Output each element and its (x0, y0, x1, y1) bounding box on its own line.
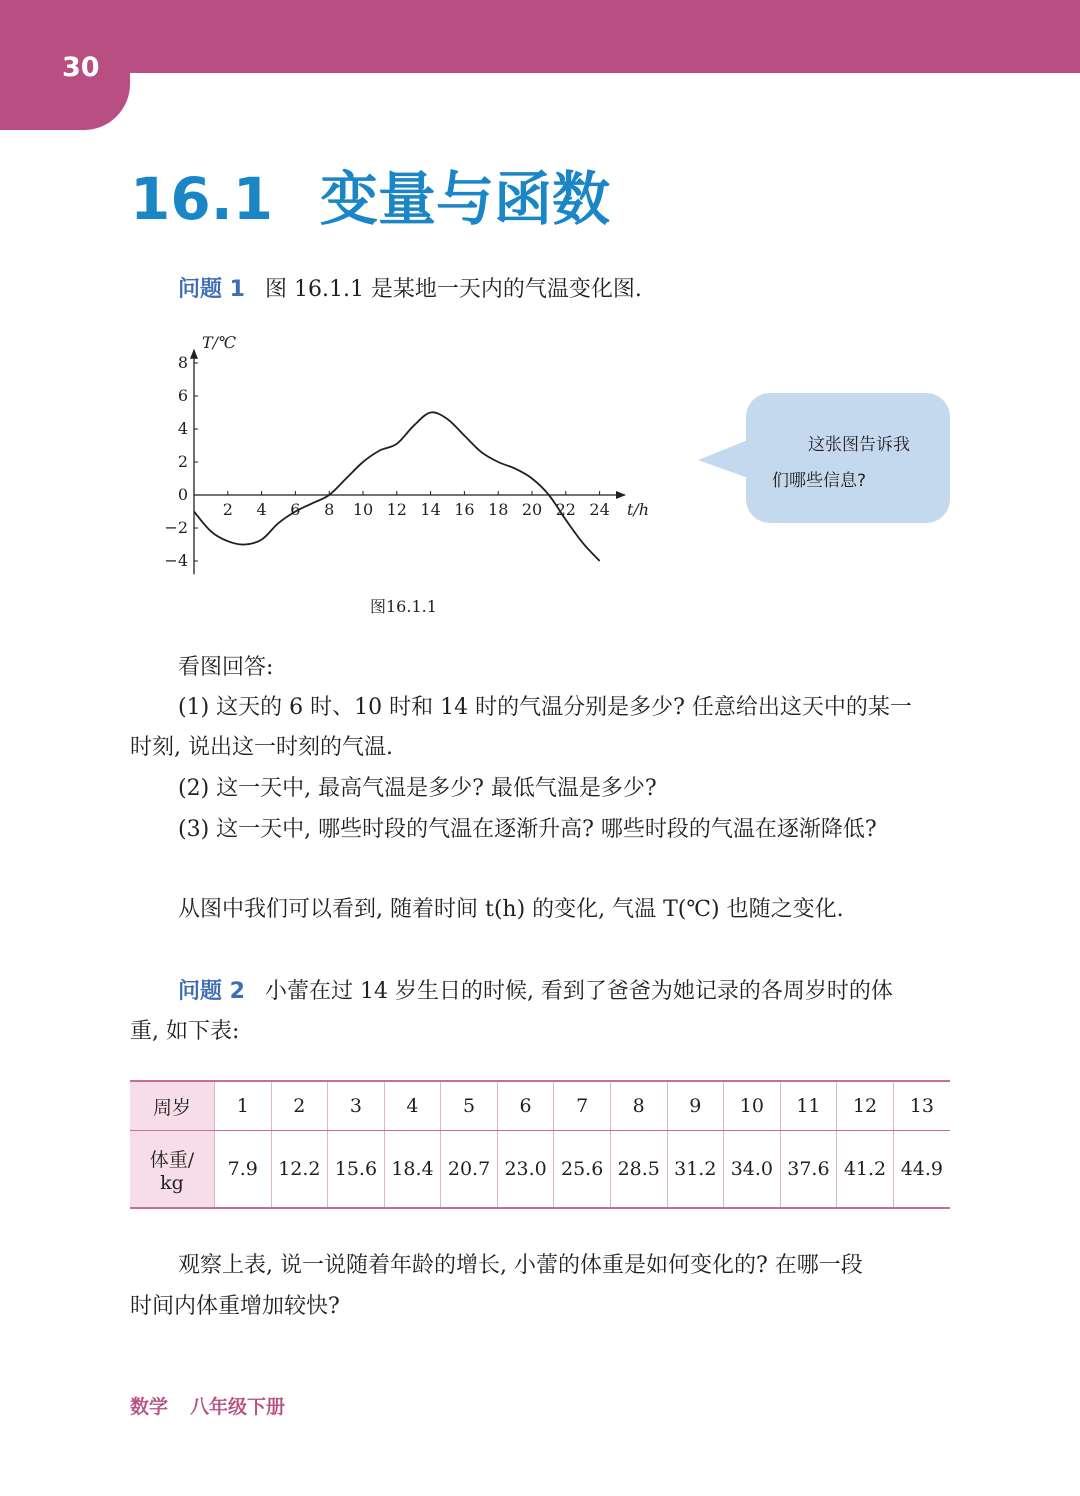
age-cell: 11 (780, 1081, 837, 1131)
x-tick-label: 10 (352, 500, 374, 519)
weight-cell: 23.0 (497, 1131, 554, 1209)
weight-cell: 12.2 (271, 1131, 328, 1209)
age-cell: 2 (271, 1081, 328, 1131)
footer (130, 1392, 285, 1419)
weight-header (130, 1131, 215, 1209)
closing-line-2: 时间内体重增加较快? (130, 1294, 340, 1319)
question-1-line-1: (1) 这天的 6 时、10 时和 14 时的气温分别是多少? 任意给出这天中的某一 (178, 695, 912, 720)
bubble-text-line-2: 们哪些信息? (772, 471, 867, 491)
weight-row (130, 1131, 950, 1209)
problem-1-text: 图 16.1.1 是某地一天内的气温变化图. (264, 277, 642, 302)
page-number: 30 (62, 52, 100, 83)
section-title (130, 152, 610, 236)
age-cell: 3 (328, 1081, 385, 1131)
x-tick-label: 2 (222, 500, 233, 519)
x-tick-label: 14 (420, 500, 441, 519)
weight-cell: 18.4 (384, 1131, 441, 1209)
x-tick-label: 20 (521, 500, 543, 519)
footer-grade: 八年级下册 (190, 1396, 286, 1418)
x-tick-label: 6 (290, 500, 301, 519)
weight-cell: 31.2 (667, 1131, 724, 1209)
temperature-curve (194, 412, 600, 561)
y-tick-label: 6 (177, 386, 188, 405)
weight-cell: 44.9 (893, 1131, 950, 1209)
question-2: (2) 这一天中, 最高气温是多少? 最低气温是多少? (178, 776, 657, 801)
y-axis-label: T/℃ (202, 332, 236, 352)
figure-caption: 图16.1.1 (370, 597, 437, 616)
header-bar (0, 0, 1080, 73)
question-1-line-2: 时刻, 说出这一时刻的气温. (130, 735, 393, 760)
speech-bubble-tail (698, 440, 748, 478)
age-cell: 6 (497, 1081, 554, 1131)
x-tick-label: 8 (324, 500, 335, 519)
weight-table (130, 1080, 950, 1209)
weight-cell: 25.6 (554, 1131, 611, 1209)
x-axis-label: t/h (626, 500, 650, 519)
age-cell: 5 (441, 1081, 498, 1131)
age-cell: 10 (724, 1081, 781, 1131)
observation-text: 从图中我们可以看到, 随着时间 t(h) 的变化, 气温 T(℃) 也随之变化. (178, 897, 844, 922)
age-cell: 13 (893, 1081, 950, 1131)
age-cell: 12 (837, 1081, 894, 1131)
x-tick-label: 22 (555, 500, 576, 519)
problem-1-label: 问题 1 (178, 277, 245, 302)
question-3: (3) 这一天中, 哪些时段的气温在逐渐升高? 哪些时段的气温在逐渐降低? (178, 817, 877, 842)
weight-cell: 20.7 (441, 1131, 498, 1209)
weight-header-line-2: kg (160, 1171, 184, 1194)
weight-cell: 34.0 (724, 1131, 781, 1209)
weight-cell: 37.6 (780, 1131, 837, 1209)
weight-cell: 28.5 (610, 1131, 667, 1209)
age-row (130, 1081, 950, 1131)
problem-2-line-2: 重, 如下表: (130, 1019, 240, 1044)
age-cell: 1 (215, 1081, 272, 1131)
age-cell: 7 (554, 1081, 611, 1131)
x-tick-label: 4 (256, 500, 267, 519)
y-tick-label: 2 (177, 452, 188, 471)
x-tick-label: 16 (454, 500, 475, 519)
section-name: 变量与函数 (320, 165, 611, 233)
y-tick-label: 4 (177, 419, 188, 438)
weight-cell: 7.9 (215, 1131, 272, 1209)
x-tick-label: 18 (488, 500, 509, 519)
footer-subject: 数学 (130, 1396, 169, 1418)
age-cell: 4 (384, 1081, 441, 1131)
weight-cell: 41.2 (837, 1131, 894, 1209)
problem-1 (178, 270, 642, 310)
y-tick-label: −4 (164, 551, 188, 570)
closing-line-1: 观察上表, 说一说随着年龄的增长, 小蕾的体重是如何变化的? 在哪一段 (178, 1253, 863, 1278)
speech-bubble (746, 393, 950, 523)
weight-cell: 15.6 (328, 1131, 385, 1209)
x-tick-label: 12 (386, 500, 407, 519)
problem-2-label: 问题 2 (178, 979, 245, 1004)
weight-header-line-1: 体重/ (149, 1148, 195, 1171)
y-tick-label: 8 (177, 353, 188, 372)
temperature-chart (160, 330, 650, 590)
y-tick-label: −2 (164, 518, 188, 537)
age-cell: 8 (610, 1081, 667, 1131)
problem-2-line-1: 小蕾在过 14 岁生日的时候, 看到了爸爸为她记录的各周岁时的体 (264, 979, 893, 1004)
age-header: 周岁 (130, 1081, 215, 1131)
y-tick-label: 0 (177, 485, 188, 504)
section-number: 16.1 (130, 165, 274, 233)
problem-2 (178, 972, 893, 1012)
x-tick-label: 24 (589, 500, 610, 519)
age-cell: 9 (667, 1081, 724, 1131)
questions-intro: 看图回答: (178, 655, 274, 680)
bubble-text-line-1: 这张图告诉我 (808, 435, 910, 455)
